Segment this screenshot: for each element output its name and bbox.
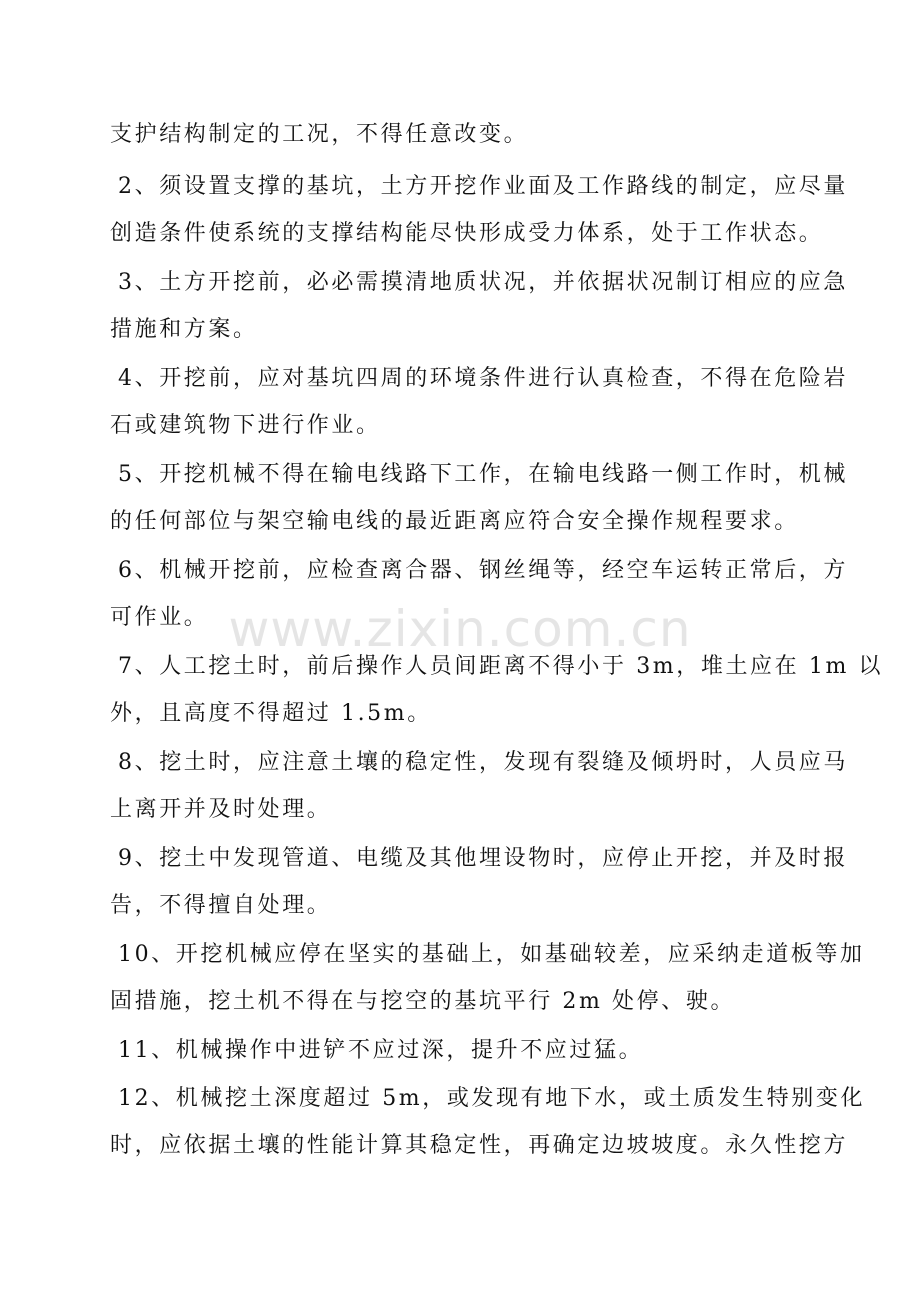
text-line: 11、机械操作中进铲不应过深，提升不应过猛。 xyxy=(118,1038,644,1063)
text-line: 9、挖土中发现管道、电缆及其他埋设物时，应停止开挖，并及时报 xyxy=(118,846,848,871)
text-line: 时，应依据土壤的性能计算其稳定性，再确定边坡坡度。永久性挖方 xyxy=(110,1133,849,1158)
text-line: 8、挖土时，应注意土壤的稳定性，发现有裂缝及倾坍时，人员应马 xyxy=(118,750,848,775)
watermark: www.zixin.com.cn xyxy=(228,600,692,658)
text-line: 可作业。 xyxy=(110,605,209,630)
text-line: 6、机械开挖前，应检查离合器、钢丝绳等，经空车运转正常后，方 xyxy=(118,558,848,583)
text-line: 5、开挖机械不得在输电线路下工作，在输电线路一侧工作时，机械 xyxy=(118,462,848,487)
text-line: 固措施，挖土机不得在与挖空的基坑平行 2m 处停、驶。 xyxy=(110,989,736,1014)
text-line: 3、土方开挖前，必必需摸清地质状况，并依据状况制订相应的应急 xyxy=(118,270,848,295)
text-line: 支护结构制定的工况，不得任意改变。 xyxy=(110,122,529,147)
text-line: 4、开挖前，应对基坑四周的环境条件进行认真检查，不得在危险岩 xyxy=(118,366,848,391)
text-line: 的任何部位与架空输电线的最近距离应符合安全操作规程要求。 xyxy=(110,509,799,534)
text-line: 2、须设置支撑的基坑，土方开挖作业面及工作路线的制定，应尽量 xyxy=(118,174,848,199)
text-line: 7、人工挖土时，前后操作人员间距离不得小于 3m，堆土应在 1m 以 xyxy=(118,654,884,679)
text-line: 上离开并及时处理。 xyxy=(110,797,332,822)
text-line: 外，且高度不得超过 1.5m。 xyxy=(110,701,432,726)
text-line: 石或建筑物下进行作业。 xyxy=(110,413,381,438)
text-line: 12、机械挖土深度超过 5m，或发现有地下水，或土质发生特别变化 xyxy=(118,1086,866,1111)
text-line: 措施和方案。 xyxy=(110,317,258,342)
text-line: 10、开挖机械应停在坚实的基础上，如基础较差，应采纳走道板等加 xyxy=(118,942,865,967)
text-line: 告，不得擅自处理。 xyxy=(110,893,332,918)
text-line: 创造条件使系统的支撑结构能尽快形成受力体系，处于工作状态。 xyxy=(110,221,824,246)
